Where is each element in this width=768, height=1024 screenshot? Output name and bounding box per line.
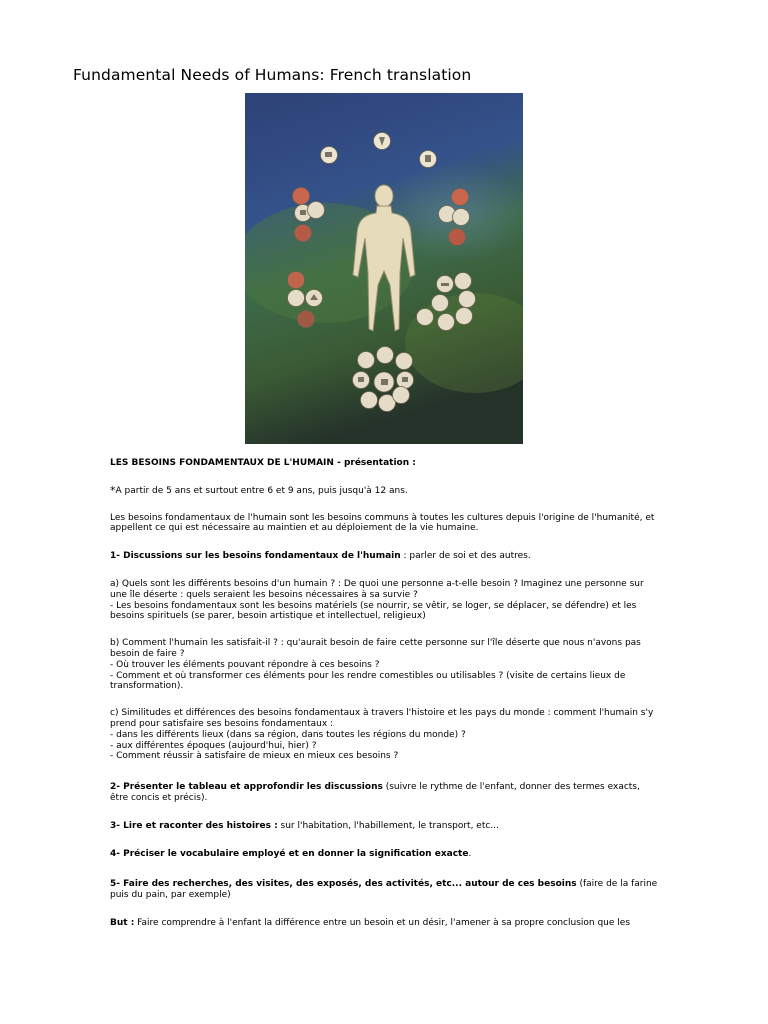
section-3-paragraph: 3- Lire et raconter des histoires : sur l'habitation, l'habillement, le transport, etc... [110, 820, 499, 831]
section-1-heading: 1- Discussions sur les besoins fondamentaux de l'humain : parler de soi et des autres. [110, 551, 531, 562]
section-1c-paragraph: c) Similitudes et différences des besoins fondamentaux à travers l'histoire et les pays du monde : comment l'humain s'y prend pour satisfaire ses besoins fondamentaux : - dans les différents lieux (dans sa région, dans toutes les régions du monde) ? - aux différentes époques (aujourd'hui, hier) ? - Comment réussir à satisfaire de mieux en mieux ces besoins ? [110, 708, 654, 762]
section-1a-paragraph: a) Quels sont les différents besoins d'un humain ? : De quoi une personne a-t-elle besoin ? Imaginez une personne sur une île déserte : quels seraient les besoins nécessaires à sa survie ? - Les besoins fondamentaux sont les besoins matériels (se nourrir, se vêtir, se loger, se déplacer, se défendre) et les besoins spirituels (se parer, besoin artistique et intellectuel, religieux) [110, 578, 644, 622]
intro-paragraph: Les besoins fondamentaux de l'humain sont les besoins communs à toutes les cultures depuis l'origine de l'humanité, et appellent ce qui est nécessaire au maintien et au déploiement de la vie humaine. [110, 512, 655, 534]
goal-paragraph: But : Faire comprendre à l'enfant la différence entre un besoin et un désir, l'amener à sa propre conclusion que les [110, 917, 631, 928]
heading-presentation: LES BESOINS FONDAMENTAUX DE L'HUMAIN - présentation : [110, 458, 416, 468]
section-4-paragraph: 4- Préciser le vocabulaire employé et en donner la signification exacte. [110, 848, 472, 859]
section-1b-paragraph: b) Comment l'humain les satisfait-il ? : qu'aurait besoin de faire cette personne sur l'île déserte que nous n'avons pas besoin de faire ? - Où trouver les éléments pouvant répondre à ces besoins ? - Comment et où transformer ces éléments pour les rendre comestibles ou utilisables ? (visite de certains lieux de transformation). [110, 638, 641, 692]
section-5-paragraph: 5- Faire des recherches, des visites, des exposés, des activités, etc... autour de ces besoins (faire de la farine puis du pain, par exemple) [110, 879, 658, 901]
document-body [110, 458, 658, 929]
document-title: Fundamental Needs of Humans: French translation [73, 66, 472, 84]
section-2-paragraph: 2- Présenter le tableau et approfondir les discussions (suivre le rythme de l'enfant, donner des termes exacts, être concis et précis). [110, 782, 640, 803]
needs-painting-image [245, 93, 523, 444]
age-paragraph: *A partir de 5 ans et surtout entre 6 et 9 ans, puis jusqu'à 12 ans. [110, 483, 408, 497]
